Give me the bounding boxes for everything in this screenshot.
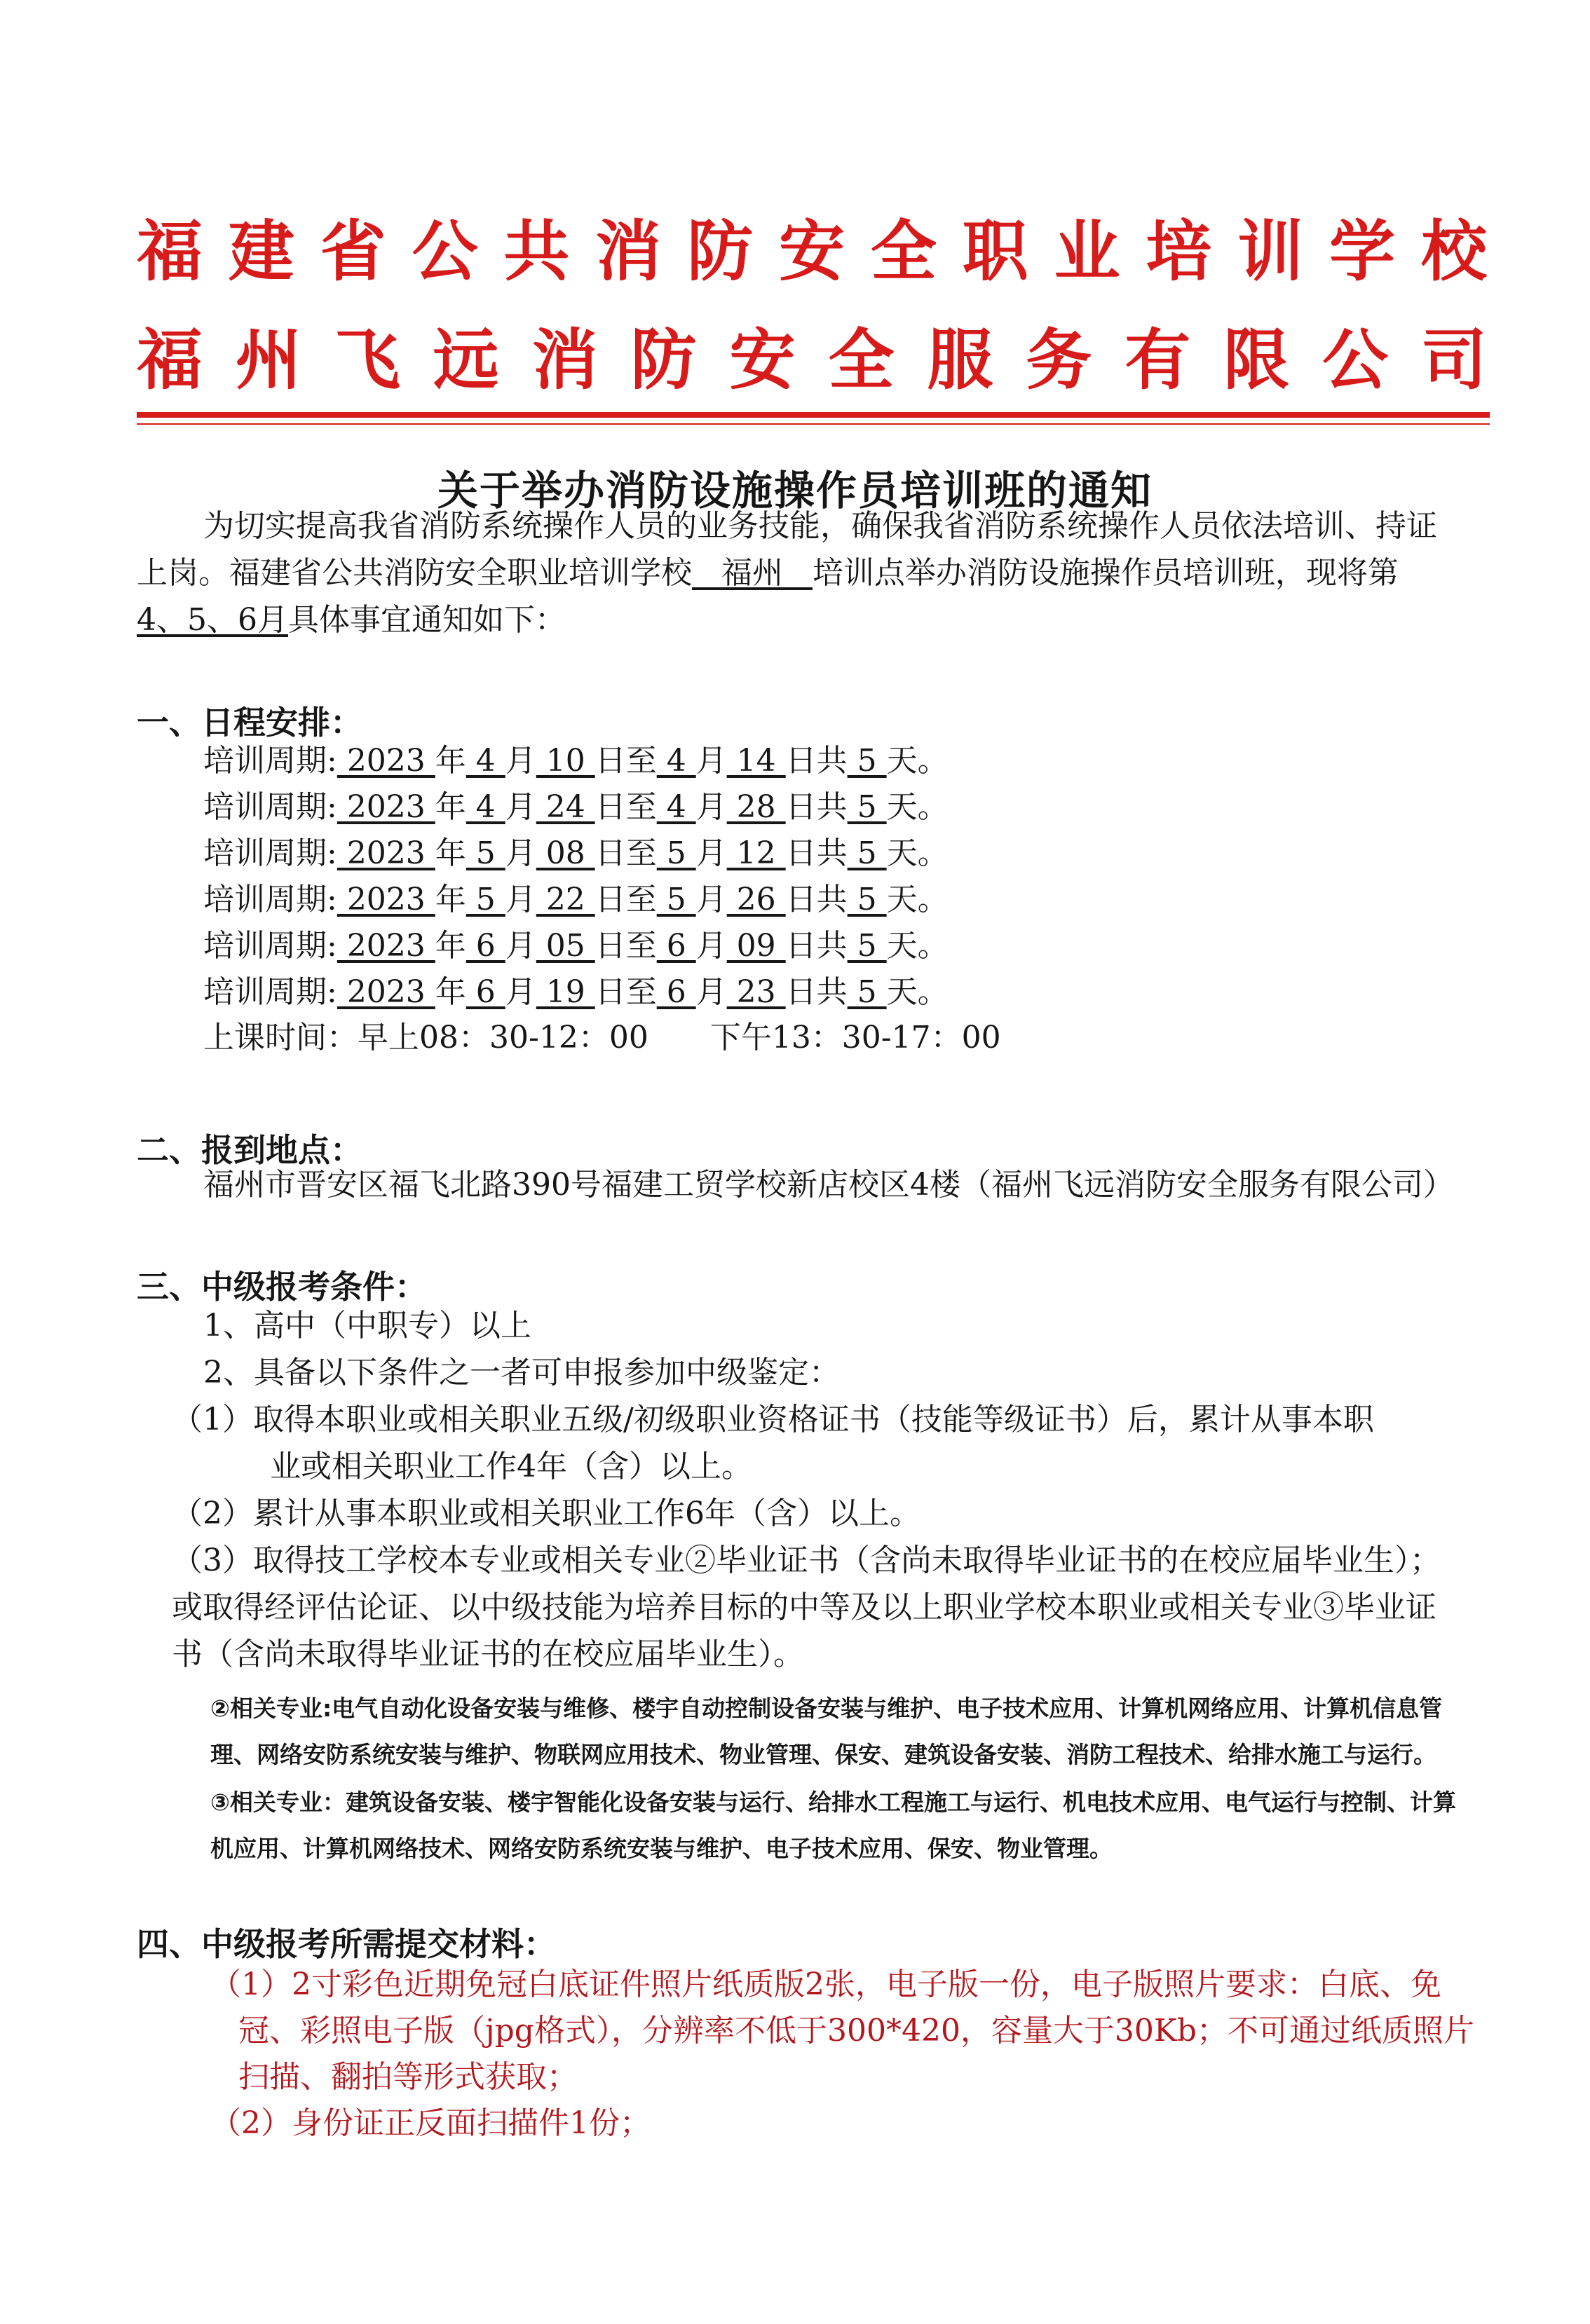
company-name-header: 福州飞远消防安全服务有限公司 xyxy=(137,322,1490,399)
schedule-text: 月 xyxy=(695,974,727,1010)
condition-2-3c: 书（含尚未取得毕业证书的在校应届毕业生）。 xyxy=(172,1636,804,1672)
header-rule-thick xyxy=(137,412,1490,418)
schedule-fill: 6 xyxy=(656,974,696,1010)
schedule-fill: 12 xyxy=(726,835,786,871)
schedule-fill: 5 xyxy=(656,882,696,917)
intro-line-1: 为切实提高我省消防系统操作人员的业务技能，确保我省消防系统操作人员依法培训、持证 xyxy=(203,508,1437,544)
schedule-text: 日至 xyxy=(594,928,657,964)
intro-text: 上岗。福建省公共消防安全职业培训学校 xyxy=(137,555,692,591)
schedule-fill: 23 xyxy=(726,974,786,1010)
schedule-text: 年 xyxy=(435,789,466,825)
schedule-fill: 2023 xyxy=(337,974,435,1010)
schedule-fill: 5 xyxy=(466,835,505,871)
schedule-text: 月 xyxy=(695,743,727,779)
address: 福州市晋安区福飞北路390号福建工贸学校新店校区4楼（福州飞远消防安全服务有限公司） xyxy=(203,1167,1454,1203)
condition-2-1a: （1）取得本职业或相关职业五级/初级职业资格证书（技能等级证书）后，累计从事本职 xyxy=(172,1402,1374,1437)
schedule-text: 年 xyxy=(435,835,466,871)
header-rule-thin xyxy=(137,423,1490,425)
material-1a: （1）2寸彩色近期免冠白底证件照片纸质版2张，电子版一份，电子版照片要求：白底、免 xyxy=(210,1967,1441,2002)
schedule-text: 日共 xyxy=(785,974,848,1010)
schedule-fill: 09 xyxy=(726,928,786,964)
schedule-row xyxy=(203,928,949,965)
schedule-fill: 6 xyxy=(466,928,505,964)
schedule-text: 月 xyxy=(505,789,536,825)
material-1b: 冠、彩照电子版（jpg格式），分辨率不低于300*420，容量大于30Kb；不可通过纸质照片 xyxy=(238,2013,1474,2049)
schedule-fill: 6 xyxy=(466,974,505,1010)
condition-2-1b: 业或相关职业工作4年（含）以上。 xyxy=(270,1449,752,1484)
schedule-text: 日至 xyxy=(594,743,657,779)
schedule-fill: 28 xyxy=(726,789,786,825)
schedule-fill: 5 xyxy=(466,882,505,917)
schedule-text: 日共 xyxy=(785,882,848,917)
schedule-text: 年 xyxy=(435,743,466,779)
schedule-fill: 2023 xyxy=(337,743,435,779)
schedule-fill: 4 xyxy=(656,789,696,825)
schedule-fill: 5 xyxy=(847,974,887,1010)
note-2b: 理、网络安防系统安装与维护、物联网应用技术、物业管理、保安、建筑设备安装、消防工程技术、给排水施工与运行。 xyxy=(210,1741,1436,1768)
section-heading-location: 二、报到地点： xyxy=(137,1131,362,1169)
schedule-text: 年 xyxy=(435,882,466,917)
intro-text: 具体事宜通知如下： xyxy=(287,602,566,638)
schedule-text: 日至 xyxy=(594,974,657,1010)
condition-2-2: （2）累计从事本职业或相关职业工作6年（含）以上。 xyxy=(172,1496,920,1531)
schedule-fill: 4 xyxy=(466,789,505,825)
schedule-text: 年 xyxy=(435,974,466,1010)
schedule-row xyxy=(203,835,949,873)
schedule-text: 天。 xyxy=(886,835,949,871)
schedule-label: 培训周期: xyxy=(203,835,337,871)
intro-line-3 xyxy=(137,602,566,639)
schedule-row xyxy=(203,789,949,826)
schedule-text: 日共 xyxy=(785,835,848,871)
schedule-fill: 5 xyxy=(847,835,887,871)
material-1c: 扫描、翻拍等形式获取； xyxy=(238,2059,578,2095)
schedule-row xyxy=(203,882,949,919)
condition-2: 2、具备以下条件之一者可申报参加中级鉴定： xyxy=(203,1355,840,1390)
schedule-fill: 5 xyxy=(847,789,887,825)
schedule-fill: 6 xyxy=(656,928,696,964)
schedule-text: 月 xyxy=(505,882,536,917)
location-value: 福州 xyxy=(721,555,783,591)
schedule-fill: 22 xyxy=(536,882,595,917)
schedule-text: 日共 xyxy=(785,789,848,825)
schedule-text: 天。 xyxy=(886,882,949,917)
material-2: （2）身份证正反面扫描件1份； xyxy=(210,2105,651,2141)
schedule-label: 培训周期: xyxy=(203,974,337,1010)
schedule-label: 培训周期: xyxy=(203,743,337,779)
schedule-text: 天。 xyxy=(886,928,949,964)
section-heading-schedule: 一、日程安排： xyxy=(137,704,362,741)
schedule-text: 月 xyxy=(695,789,727,825)
schedule-row xyxy=(203,974,949,1011)
section-heading-materials: 四、中级报考所需提交材料： xyxy=(137,1925,556,1963)
schedule-text: 月 xyxy=(695,882,727,917)
note-3b: 机应用、计算机网络技术、网络安防系统安装与维护、电子技术应用、保安、物业管理。 xyxy=(210,1835,1113,1862)
schedule-label: 培训周期: xyxy=(203,882,337,917)
schedule-text: 日共 xyxy=(785,928,848,964)
schedule-fill: 24 xyxy=(536,789,595,825)
class-time: 上课时间：早上08：30-12：00 下午13：30-17：00 xyxy=(203,1020,1001,1055)
schedule-fill: 10 xyxy=(536,743,595,779)
schedule-fill: 2023 xyxy=(337,882,435,917)
schedule-fill: 2023 xyxy=(337,789,435,825)
schedule-text: 日至 xyxy=(594,789,657,825)
schedule-label: 培训周期: xyxy=(203,789,337,825)
schedule-text: 月 xyxy=(505,974,536,1010)
section-heading-conditions: 三、中级报考条件： xyxy=(137,1268,427,1306)
intro-line-2 xyxy=(137,555,1399,592)
condition-1: 1、高中（中职专）以上 xyxy=(203,1308,531,1344)
schedule-fill: 14 xyxy=(726,743,786,779)
schedule-row xyxy=(203,743,949,780)
note-2a: ②相关专业:电气自动化设备安装与维修、楼宇自动控制设备安装与维护、电子技术应用、计算机网络应用、计算机信息管 xyxy=(210,1695,1443,1722)
note-3a: ③相关专业：建筑设备安装、楼宇智能化设备安装与运行、给排水工程施工与运行、机电技术应用、电气运行与控制、计算 xyxy=(210,1789,1456,1816)
schedule-text: 月 xyxy=(505,835,536,871)
schedule-text: 日共 xyxy=(785,743,848,779)
schedule-text: 月 xyxy=(695,835,727,871)
schedule-text: 日至 xyxy=(594,882,657,917)
schedule-fill: 08 xyxy=(536,835,595,871)
schedule-text: 日至 xyxy=(594,835,657,871)
schedule-fill: 05 xyxy=(536,928,595,964)
schedule-text: 月 xyxy=(505,928,536,964)
schedule-fill: 5 xyxy=(847,882,887,917)
schedule-text: 天。 xyxy=(886,789,949,825)
condition-2-3a: （3）取得技工学校本专业或相关专业②毕业证书（含尚未取得毕业证书的在校应届毕业生）； xyxy=(172,1543,1441,1578)
schedule-label: 培训周期: xyxy=(203,928,337,964)
schedule-fill: 4 xyxy=(466,743,505,779)
schedule-text: 年 xyxy=(435,928,466,964)
schedule-text: 月 xyxy=(695,928,727,964)
notice-title: 关于举办消防设施操作员培训班的通知 xyxy=(437,467,1153,514)
schedule-fill: 26 xyxy=(726,882,786,917)
schedule-fill: 5 xyxy=(656,835,696,871)
intro-text: 培训点举办消防设施操作员培训班，现将第 xyxy=(812,555,1399,591)
schedule-fill: 2023 xyxy=(337,928,435,964)
schedule-fill: 5 xyxy=(847,928,887,964)
schedule-text: 天。 xyxy=(886,974,949,1010)
schedule-fill: 4 xyxy=(656,743,696,779)
schedule-fill: 19 xyxy=(536,974,595,1010)
months-fill: 4、5、6月 xyxy=(137,602,288,638)
location-fill xyxy=(692,555,813,591)
schedule-text: 月 xyxy=(505,743,536,779)
school-name-header: 福建省公共消防安全职业培训学校 xyxy=(137,214,1490,290)
condition-2-3b: 或取得经评估论证、以中级技能为培养目标的中等及以上职业学校本职业或相关专业③毕业证 xyxy=(172,1590,1436,1625)
schedule-fill: 5 xyxy=(847,743,887,779)
schedule-text: 天。 xyxy=(886,743,949,779)
schedule-fill: 2023 xyxy=(337,835,435,871)
